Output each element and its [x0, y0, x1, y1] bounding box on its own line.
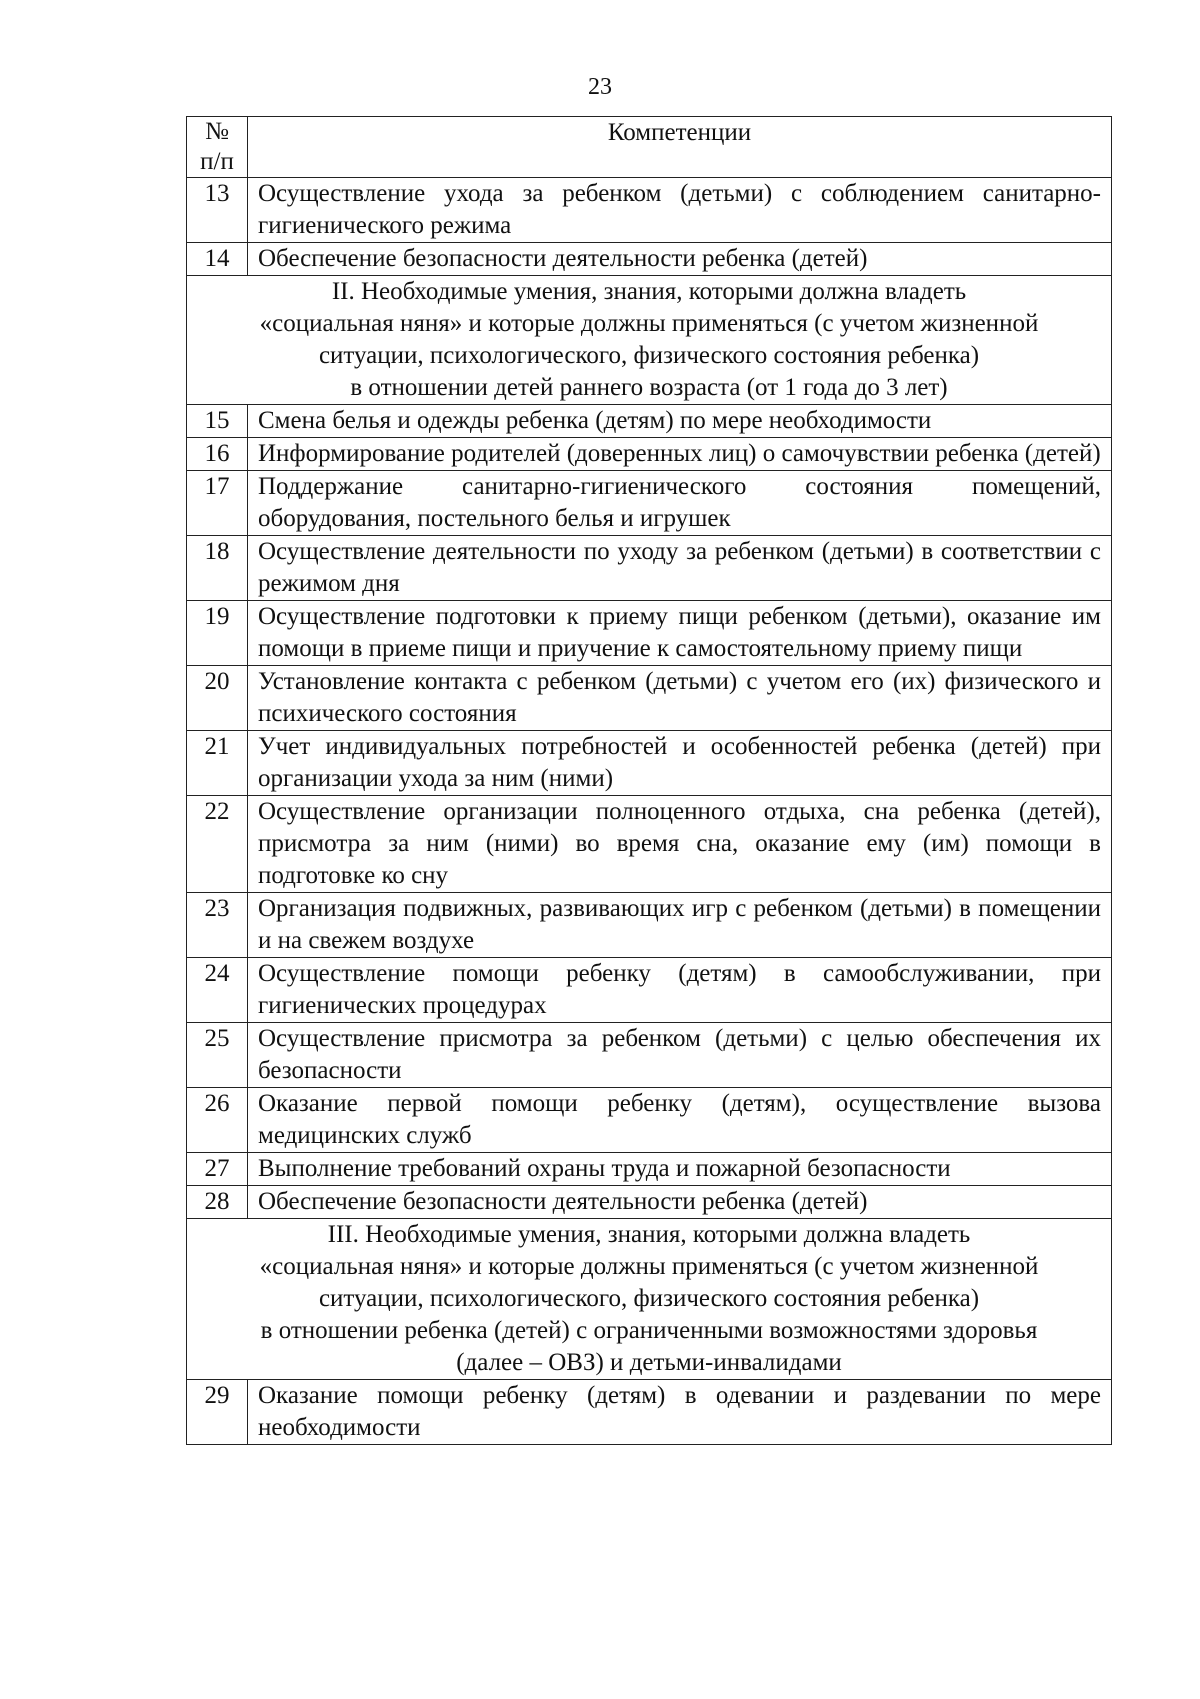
- competency-text: Оказание помощи ребенку (детям) в одевании и раздевании по мере необходимости: [248, 1380, 1112, 1445]
- section-header-row: [187, 1219, 1112, 1380]
- competency-text: Учет индивидуальных потребностей и особенностей ребенка (детей) при организации ухода за ним (ними): [248, 731, 1112, 796]
- row-number: 26: [187, 1088, 248, 1153]
- table-row: [187, 471, 1112, 536]
- row-number: 18: [187, 536, 248, 601]
- section-header-row: [187, 276, 1112, 405]
- competency-text: Осуществление присмотра за ребенком (детьми) с целью обеспечения их безопасности: [248, 1023, 1112, 1088]
- section-line: (далее – ОВЗ) и детьми-инвалидами: [456, 1349, 842, 1376]
- competency-text: Поддержание санитарно-гигиенического состояния помещений, оборудования, постельного белья и игрушек: [248, 471, 1112, 536]
- section-line: II. Необходимые умения, знания, которыми должна владеть: [331, 278, 967, 305]
- competency-text: Смена белья и одежды ребенка (детям) по мере необходимости: [248, 405, 1112, 438]
- row-number: 22: [187, 796, 248, 893]
- competency-text: Осуществление организации полноценного отдыха, сна ребенка (детей), присмотра за ним (ними) во время сна, оказание ему (им) помощи в подготовке ко сну: [248, 796, 1112, 893]
- row-number: 14: [187, 243, 248, 276]
- section-line: ситуации, психологического, физического состояния ребенка): [318, 342, 980, 369]
- number-column-header: [187, 117, 248, 178]
- row-number: 21: [187, 731, 248, 796]
- row-number: 27: [187, 1153, 248, 1186]
- competency-text: Оказание первой помощи ребенку (детям), осуществление вызова медицинских служб: [248, 1088, 1112, 1153]
- competency-text: Установление контакта с ребенком (детьми) с учетом его (их) физического и психического состояния: [248, 666, 1112, 731]
- row-number: 15: [187, 405, 248, 438]
- section-line: ситуации, психологического, физического состояния ребенка): [318, 1285, 980, 1312]
- competency-text: Осуществление деятельности по уходу за ребенком (детьми) в соответствии с режимом дня: [248, 536, 1112, 601]
- table-row: [187, 958, 1112, 1023]
- section-line: в отношении детей раннего возраста (от 1 года до 3 лет): [350, 374, 948, 401]
- table-row: [187, 1023, 1112, 1088]
- section-line: III. Необходимые умения, знания, которыми должна владеть: [327, 1221, 971, 1248]
- section-2-heading: [187, 276, 1112, 405]
- row-number: 16: [187, 438, 248, 471]
- number-sign: №: [205, 118, 229, 145]
- item-abbrev: п/п: [200, 148, 234, 175]
- table-header-row: [187, 117, 1112, 178]
- row-number: 23: [187, 893, 248, 958]
- table-row: [187, 536, 1112, 601]
- table-row: [187, 438, 1112, 471]
- section-line: «социальная няня» и которые должны применяться (с учетом жизненной: [259, 1253, 1039, 1280]
- row-number: 20: [187, 666, 248, 731]
- competencies-column-header: Компетенции: [248, 117, 1112, 178]
- table-row: [187, 893, 1112, 958]
- table-row: [187, 243, 1112, 276]
- row-number: 29: [187, 1380, 248, 1445]
- page-number: 23: [588, 74, 612, 100]
- table-row: [187, 1380, 1112, 1445]
- row-number: 13: [187, 178, 248, 243]
- row-number: 19: [187, 601, 248, 666]
- row-number: 24: [187, 958, 248, 1023]
- competencies-table: [186, 116, 1112, 1445]
- competency-text: Осуществление помощи ребенку (детям) в самообслуживании, при гигиенических процедурах: [248, 958, 1112, 1023]
- section-line: «социальная няня» и которые должны применяться (с учетом жизненной: [259, 310, 1039, 337]
- competency-text: Обеспечение безопасности деятельности ребенка (детей): [248, 1186, 1112, 1219]
- competency-text: Организация подвижных, развивающих игр с ребенком (детьми) в помещении и на свежем воздухе: [248, 893, 1112, 958]
- table-row: [187, 1088, 1112, 1153]
- competency-text: Выполнение требований охраны труда и пожарной безопасности: [248, 1153, 1112, 1186]
- row-number: 17: [187, 471, 248, 536]
- table-row: [187, 601, 1112, 666]
- row-number: 28: [187, 1186, 248, 1219]
- competency-text: Осуществление ухода за ребенком (детьми) с соблюдением санитарно-гигиенического режима: [248, 178, 1112, 243]
- competency-text: Осуществление подготовки к приему пищи ребенком (детьми), оказание им помощи в приеме пищи и приучение к самостоятельному приему пищи: [248, 601, 1112, 666]
- competency-text: Информирование родителей (доверенных лиц) о самочувствии ребенка (детей): [248, 438, 1112, 471]
- table-row: [187, 1153, 1112, 1186]
- table-row: [187, 666, 1112, 731]
- section-3-heading: [187, 1219, 1112, 1380]
- table-row: [187, 1186, 1112, 1219]
- table-row: [187, 731, 1112, 796]
- competency-text: Обеспечение безопасности деятельности ребенка (детей): [248, 243, 1112, 276]
- table-row: [187, 405, 1112, 438]
- section-line: в отношении ребенка (детей) с ограниченными возможностями здоровья: [260, 1317, 1038, 1344]
- table-row: [187, 796, 1112, 893]
- table-row: [187, 178, 1112, 243]
- row-number: 25: [187, 1023, 248, 1088]
